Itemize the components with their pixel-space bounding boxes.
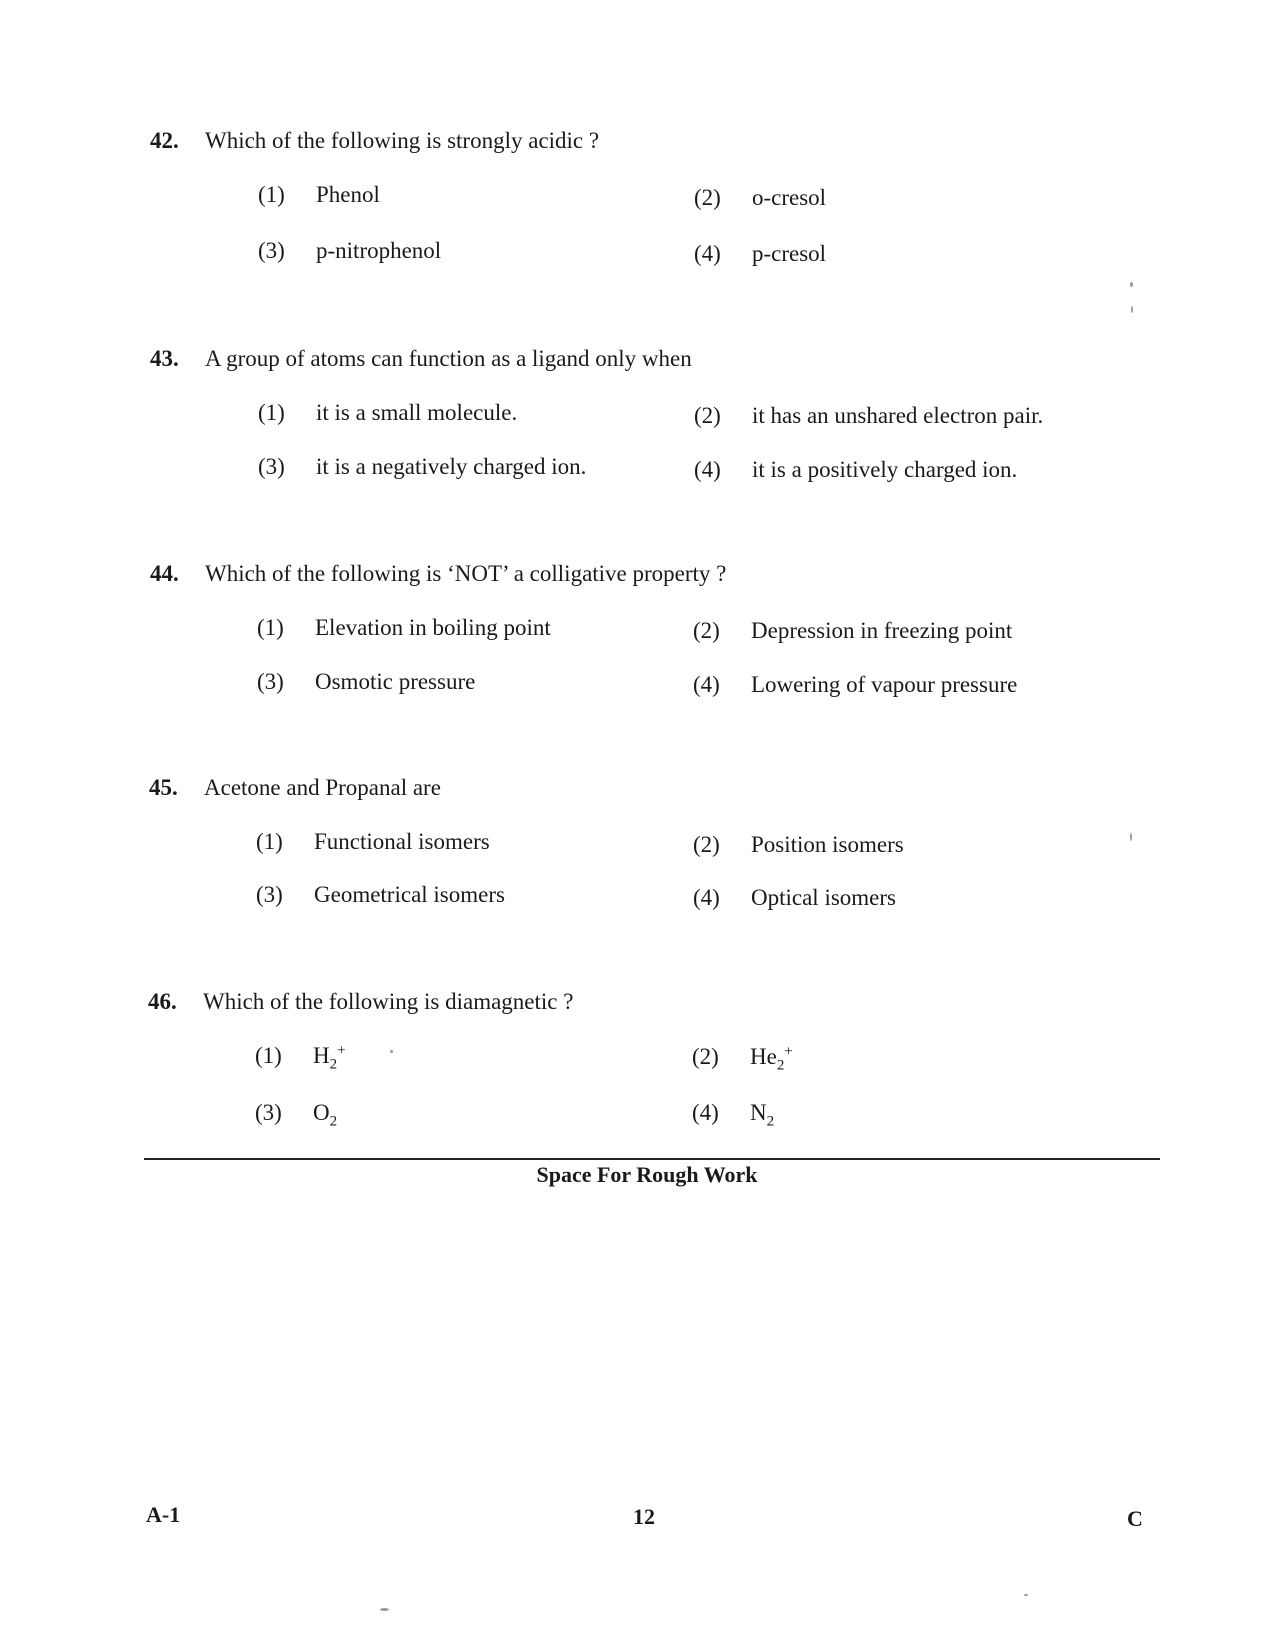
- option-text: Osmotic pressure: [315, 669, 476, 694]
- scan-speck: [1131, 306, 1133, 313]
- divider-line: [144, 1158, 1160, 1160]
- question-text: Which of the following is diamagnetic ?: [203, 989, 574, 1014]
- scan-speck: [380, 1608, 389, 1611]
- option-text: p-nitrophenol: [316, 238, 442, 263]
- option-text: Depression in freezing point: [751, 618, 1013, 643]
- option-text: Functional isomers: [314, 829, 490, 854]
- option-number: (4): [694, 241, 721, 266]
- option-number: (1): [257, 615, 284, 640]
- option-text: it is a small molecule.: [316, 400, 518, 425]
- option-text: Elevation in boiling point: [315, 615, 551, 640]
- scan-speck: [390, 1050, 393, 1053]
- option-number: (3): [257, 669, 284, 694]
- footer-code: A-1: [146, 1502, 181, 1527]
- question-text: Which of the following is ‘NOT’ a colligative property ?: [205, 561, 727, 586]
- option-number: (4): [694, 457, 721, 482]
- question-number: 46.: [148, 989, 177, 1014]
- option-text: p-cresol: [752, 241, 827, 266]
- question-text: Which of the following is strongly acidic ?: [205, 128, 600, 153]
- option-number: (4): [693, 885, 720, 910]
- option-number: (2): [694, 185, 721, 210]
- rough-work-label: Space For Rough Work: [536, 1162, 758, 1187]
- option-text: Position isomers: [751, 832, 904, 857]
- option-number: (4): [693, 672, 720, 697]
- option-number: (4): [692, 1100, 719, 1125]
- option-number: (3): [256, 882, 283, 907]
- option-text: Lowering of vapour pressure: [751, 672, 1018, 697]
- option-text: o-cresol: [752, 185, 827, 210]
- option-text: Optical isomers: [751, 885, 896, 910]
- page-number: 12: [633, 1504, 655, 1529]
- formula-n2: $N_2$: [750, 1100, 775, 1130]
- option-number: (3): [258, 238, 285, 263]
- scan-speck: [1130, 282, 1133, 287]
- option-number: (1): [256, 829, 283, 854]
- option-number: (1): [258, 400, 285, 425]
- formula-o2: $O_2$: [313, 1100, 338, 1130]
- question-number: 45.: [149, 775, 178, 800]
- option-text: it is a positively charged ion.: [752, 457, 1018, 482]
- option-text: it is a negatively charged ion.: [316, 454, 587, 479]
- formula-h2-plus: $H_2^+$: [313, 1042, 346, 1073]
- question-text: A group of atoms can function as a ligand only when: [205, 346, 692, 371]
- question-number: 42.: [150, 128, 179, 153]
- option-number: (2): [693, 618, 720, 643]
- formula-he2-plus: $He_2^+$: [750, 1043, 793, 1074]
- question-number: 44.: [150, 561, 179, 586]
- option-number: (1): [258, 182, 285, 207]
- scan-speck: [1130, 833, 1132, 841]
- option-number: (2): [693, 832, 720, 857]
- option-number: (2): [692, 1044, 719, 1069]
- question-text: Acetone and Propanal are: [204, 775, 441, 800]
- scan-speck: [1024, 1594, 1028, 1596]
- option-number: (3): [258, 454, 285, 479]
- option-text: it has an unshared electron pair.: [752, 403, 1044, 428]
- option-text: Geometrical isomers: [314, 882, 505, 907]
- option-number: (2): [694, 403, 721, 428]
- option-text: Phenol: [316, 182, 380, 207]
- footer-series: C: [1127, 1506, 1143, 1531]
- question-number: 43.: [150, 346, 179, 371]
- option-number: (3): [255, 1100, 282, 1125]
- option-number: (1): [255, 1043, 282, 1068]
